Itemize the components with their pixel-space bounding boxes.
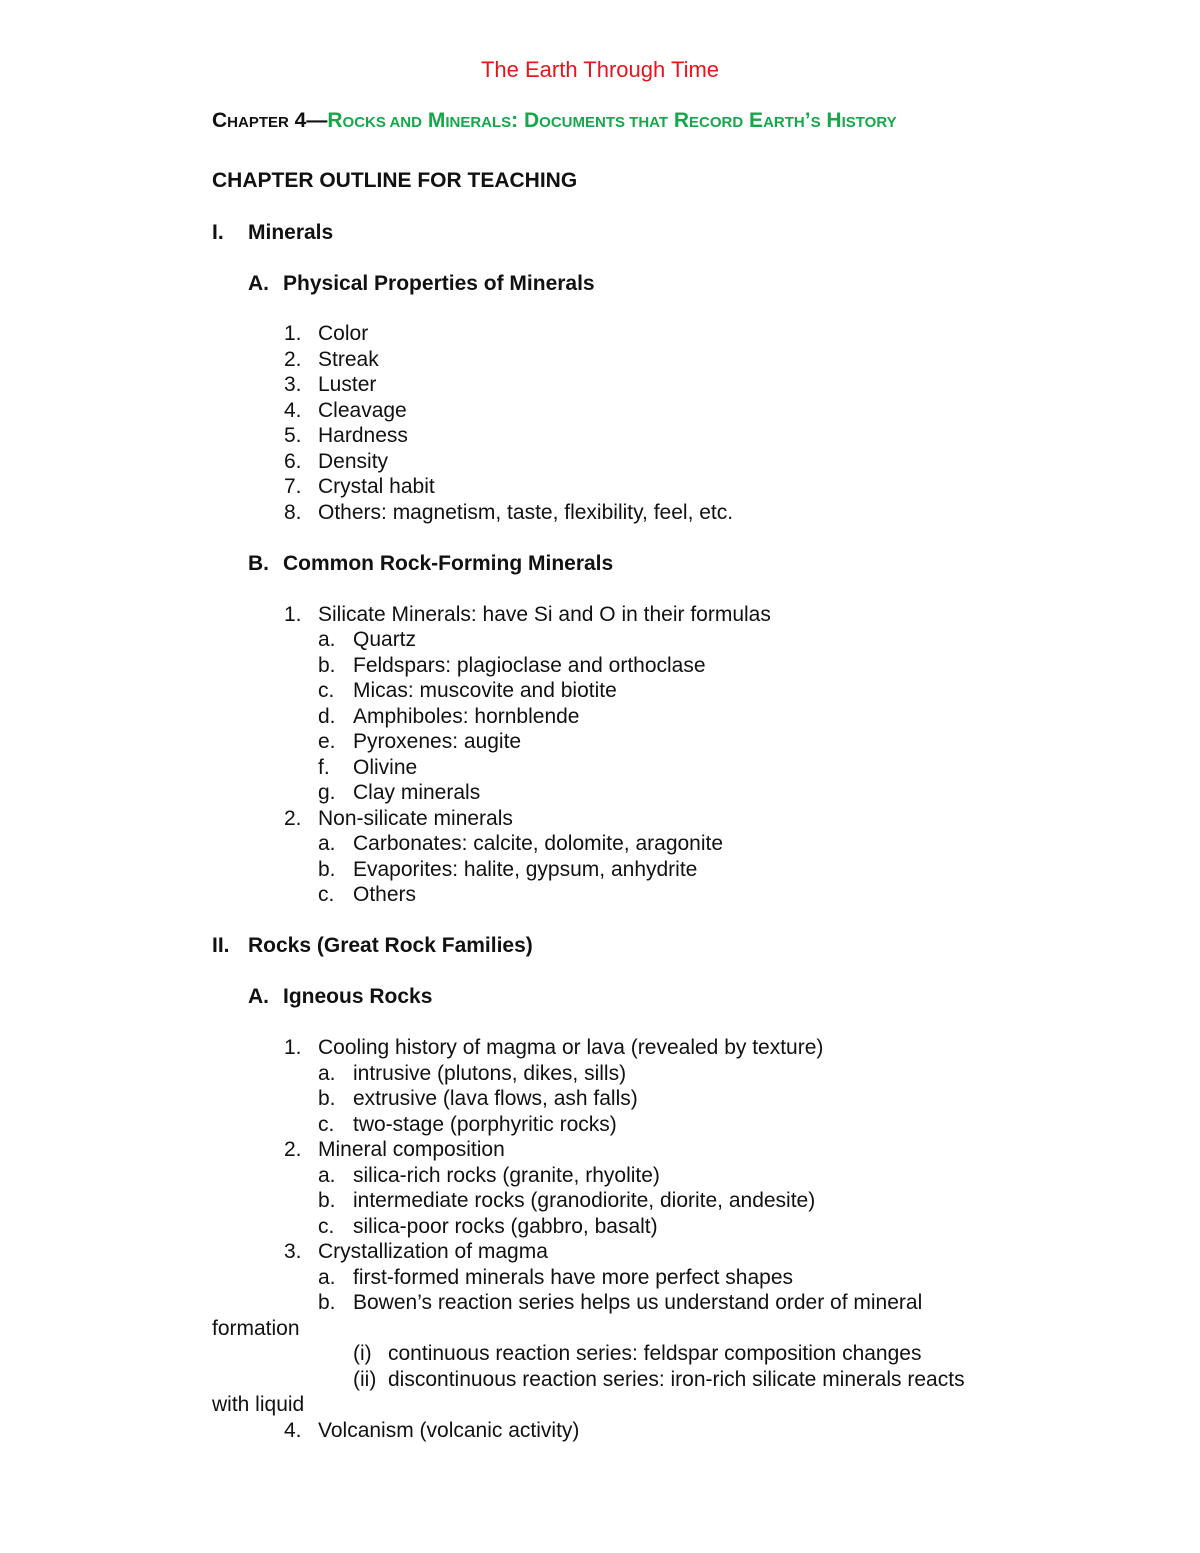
outline-heading: CHAPTER OUTLINE FOR TEACHING <box>212 169 578 192</box>
list-letter: b. <box>318 1291 336 1314</box>
list-item: Clay minerals <box>353 781 481 804</box>
list-item: silica-rich rocks (granite, rhyolite) <box>353 1164 660 1187</box>
list-item: Bowen’s reaction series helps us understand order of mineral <box>353 1291 923 1314</box>
list-letter: b. <box>318 654 336 677</box>
list-item: silica-poor rocks (gabbro, basalt) <box>353 1215 658 1238</box>
chapter-title: ROCKS AND MINERALS: DOCUMENTS THAT RECORD EARTH’S HISTORY <box>327 109 897 132</box>
list-letter: a. <box>318 1266 336 1289</box>
list-item: Non-silicate minerals <box>318 807 513 830</box>
chapter-number: 4— <box>288 109 328 132</box>
list-number: 2. <box>284 348 302 371</box>
list-item-continuation: with liquid <box>212 1393 305 1416</box>
list-item: Others <box>353 883 417 906</box>
subsection-title: Common Rock-Forming Minerals <box>283 552 614 575</box>
list-item: Evaporites: halite, gypsum, anhydrite <box>353 858 698 881</box>
chapter-label-rest: HAPTER <box>227 114 289 131</box>
list-item: Luster <box>318 373 377 396</box>
chapter-label-initial: C <box>212 109 228 132</box>
list-item: Mineral composition <box>318 1138 505 1161</box>
list-number: 3. <box>284 373 302 396</box>
list-letter: e. <box>318 730 336 753</box>
subsection-title: Igneous Rocks <box>283 985 433 1008</box>
subsection-letter: A. <box>248 985 269 1008</box>
list-letter: b. <box>318 1189 336 1212</box>
chapter-heading <box>212 108 897 136</box>
list-number: 4. <box>284 399 302 422</box>
section-title: Rocks (Great Rock Families) <box>248 934 533 957</box>
list-roman: (i) <box>353 1342 372 1365</box>
list-item: Volcanism (volcanic activity) <box>318 1419 580 1442</box>
list-item-continuation: formation <box>212 1317 300 1340</box>
list-item: Feldspars: plagioclase and orthoclase <box>353 654 706 677</box>
section-title: Minerals <box>248 221 334 244</box>
list-item: Amphiboles: hornblende <box>353 705 580 728</box>
list-item: Hardness <box>318 424 408 447</box>
list-roman: (ii) <box>353 1368 377 1391</box>
list-letter: g. <box>318 781 336 804</box>
list-item: Others: magnetism, taste, flexibility, feel, etc. <box>318 501 734 524</box>
list-letter: c. <box>318 883 335 906</box>
document-title: The Earth Through Time <box>480 57 720 82</box>
list-letter: a. <box>318 628 336 651</box>
list-item: Cooling history of magma or lava (revealed by texture) <box>318 1036 824 1059</box>
list-number: 4. <box>284 1419 302 1442</box>
list-item: extrusive (lava flows, ash falls) <box>353 1087 638 1110</box>
list-item: Olivine <box>353 756 418 779</box>
list-number: 1. <box>284 603 302 626</box>
list-item: discontinuous reaction series: iron-rich silicate minerals reacts <box>388 1368 965 1391</box>
list-letter: d. <box>318 705 336 728</box>
list-letter: c. <box>318 679 335 702</box>
list-item: Crystal habit <box>318 475 435 498</box>
list-number: 6. <box>284 450 302 473</box>
list-item: intrusive (plutons, dikes, sills) <box>353 1062 627 1085</box>
list-item: Crystallization of magma <box>318 1240 548 1263</box>
list-letter: c. <box>318 1215 335 1238</box>
list-item: Micas: muscovite and biotite <box>353 679 617 702</box>
list-number: 8. <box>284 501 302 524</box>
list-number: 5. <box>284 424 302 447</box>
list-item: Density <box>318 450 389 473</box>
section-number: I. <box>212 221 224 244</box>
list-letter: b. <box>318 1087 336 1110</box>
list-item: two-stage (porphyritic rocks) <box>353 1113 617 1136</box>
list-item: Silicate Minerals: have Si and O in their formulas <box>318 603 771 626</box>
list-item: Cleavage <box>318 399 407 422</box>
list-item: Quartz <box>353 628 417 651</box>
list-number: 2. <box>284 1138 302 1161</box>
subsection-letter: A. <box>248 272 269 295</box>
list-item: Pyroxenes: augite <box>353 730 522 753</box>
list-number: 1. <box>284 1036 302 1059</box>
list-number: 2. <box>284 807 302 830</box>
list-letter: a. <box>318 1164 336 1187</box>
section-number: II. <box>212 934 230 957</box>
list-item: first-formed minerals have more perfect shapes <box>353 1266 794 1289</box>
list-letter: b. <box>318 858 336 881</box>
list-item: Carbonates: calcite, dolomite, aragonite <box>353 832 724 855</box>
list-item: intermediate rocks (granodiorite, diorite, andesite) <box>353 1189 816 1212</box>
list-letter: c. <box>318 1113 335 1136</box>
list-number: 3. <box>284 1240 302 1263</box>
list-letter: a. <box>318 832 336 855</box>
subsection-letter: B. <box>248 552 269 575</box>
list-letter: f. <box>318 756 330 779</box>
list-item: Color <box>318 322 369 345</box>
list-number: 1. <box>284 322 302 345</box>
list-number: 7. <box>284 475 302 498</box>
list-letter: a. <box>318 1062 336 1085</box>
subsection-title: Physical Properties of Minerals <box>283 272 595 295</box>
list-item: continuous reaction series: feldspar composition changes <box>388 1342 922 1365</box>
list-item: Streak <box>318 348 379 371</box>
